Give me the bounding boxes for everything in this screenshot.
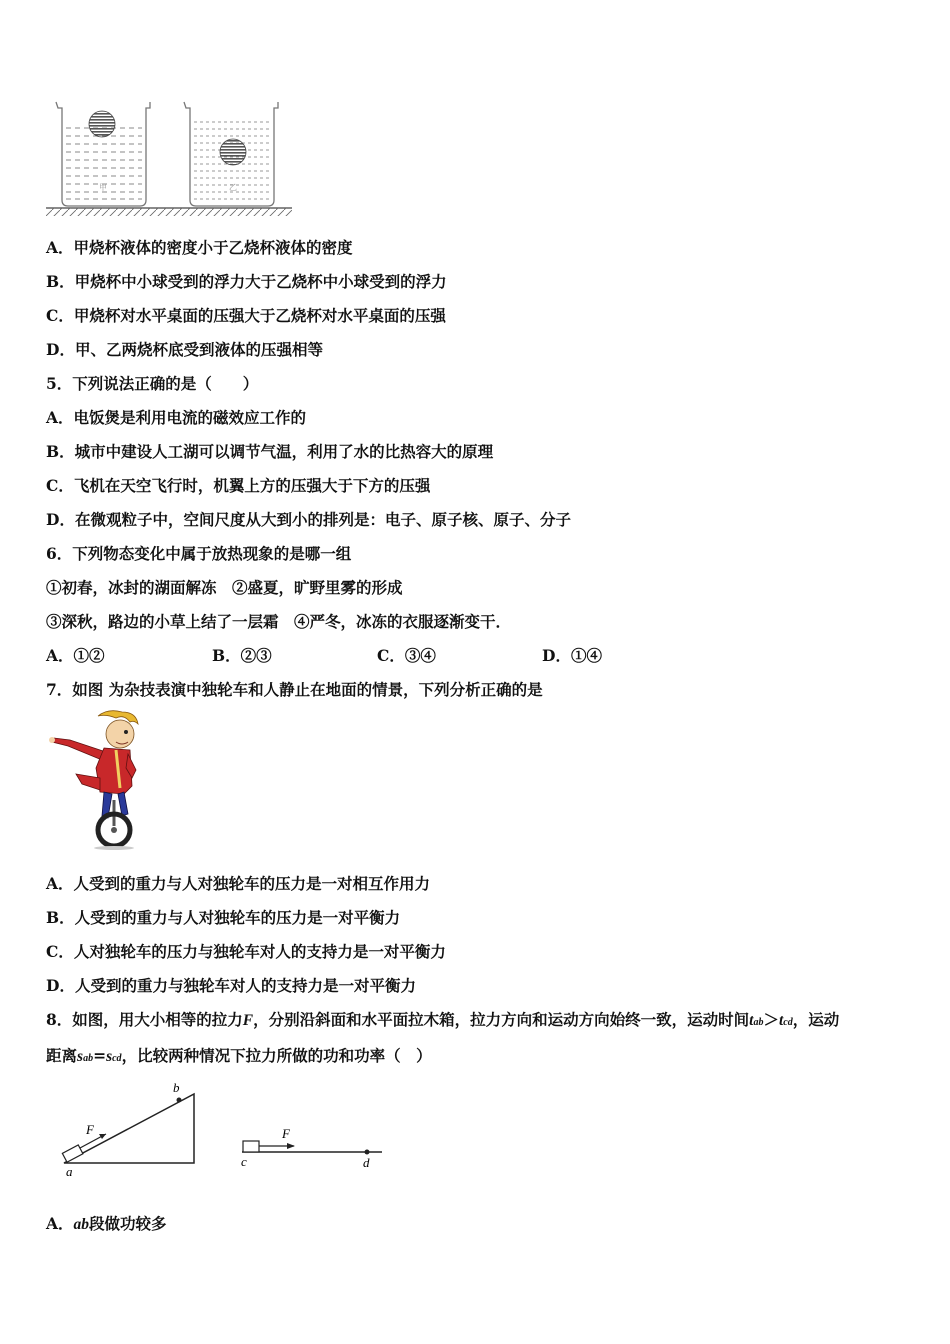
q5-option-c: C．飞机在天空飞行时，机翼上方的压强大于下方的压强: [46, 476, 431, 495]
q5-option-d: D．在微观粒子中，空间尺度从大到小的排列是：电子、原子核、原子、分子: [46, 510, 571, 529]
q7-option-b: B．人受到的重力与人对独轮车的压力是一对平衡力: [46, 908, 401, 927]
fig-label-b: b: [173, 1080, 180, 1095]
q7-option-c: C．人对独轮车的压力与独轮车对人的支持力是一对平衡力: [46, 942, 446, 961]
label-jia: 甲: [99, 183, 107, 192]
q4-option-b: B．甲烧杯中小球受到的浮力大于乙烧杯中小球受到的浮力: [46, 272, 447, 291]
fig-label-a: a: [66, 1164, 73, 1179]
q7-option-d: D．人受到的重力与独轮车对人的支持力是一对平衡力: [46, 976, 416, 995]
q8-var-t-cd: t: [778, 1012, 784, 1029]
fig-label-d: d: [363, 1155, 370, 1170]
q8-var-s-ab: s: [77, 1048, 84, 1065]
q8-stem2-part2: ，比较两种情况下拉力所做的功和功率（ ）: [121, 1046, 432, 1065]
q5-option-a: A．电饭煲是利用电流的磁效应工作的: [46, 408, 307, 427]
beakers-figure: [44, 98, 294, 220]
q8-gt: ＞: [763, 1010, 779, 1029]
fig-label-F-incline: F: [86, 1122, 94, 1137]
q6-option-c: C．③④: [377, 646, 436, 665]
q8-var-s-cd: s: [106, 1048, 113, 1065]
q8-sub-s-cd: cd: [112, 1053, 122, 1064]
q8-eq: =: [93, 1046, 107, 1065]
q4-option-a: A．甲烧杯液体的密度小于乙烧杯液体的密度: [46, 238, 353, 257]
q8-option-a-var: ab: [73, 1216, 90, 1233]
flat-box: [243, 1141, 259, 1152]
q8-stem2-part1: 距离: [46, 1046, 78, 1065]
q5-stem: 5．下列说法正确的是（ ）: [46, 374, 259, 393]
q7-option-a: A．人受到的重力与人对独轮车的压力是一对相互作用力: [46, 874, 431, 893]
q8-sub-cd: cd: [783, 1017, 793, 1028]
q6-option-a: A．①②: [46, 646, 105, 665]
unicycle-performer-figure: [46, 708, 146, 850]
q6-stem: 6．下列物态变化中属于放热现象的是哪一组: [46, 544, 352, 563]
q8-stem-line1: [46, 1008, 839, 1030]
q6-item-2: ③深秋，路边的小草上结了一层霜 ④严冬，冰冻的衣服逐渐变干．: [46, 612, 512, 631]
ball-jia: [89, 111, 115, 137]
ball-yi: [220, 139, 246, 165]
incline-and-flat-figure: [54, 1078, 388, 1182]
q8-option-a-text: 段做功较多: [89, 1214, 167, 1233]
q6-option-b: B．②③: [212, 646, 272, 665]
beaker-jia: [56, 102, 150, 206]
q4-option-c: C．甲烧杯对水平桌面的压强大于乙烧杯对水平桌面的压强: [46, 306, 446, 325]
label-yi: 乙: [229, 183, 237, 192]
beaker-yi: [184, 102, 278, 206]
q8-option-a: [46, 1212, 167, 1234]
q6-option-d: D．①④: [542, 646, 602, 665]
q4-option-d: D．甲、乙两烧杯底受到液体的压强相等: [46, 340, 323, 359]
q8-stem-part2: ，分别沿斜面和水平面拉木箱，拉力方向和运动方向始终一致，运动时间: [253, 1010, 750, 1029]
q8-stem-part3: ，运动: [792, 1010, 840, 1029]
q6-item-1: ①初春，冰封的湖面解冻 ②盛夏，旷野里雾的形成: [46, 578, 403, 597]
q8-var-t-ab: t: [749, 1012, 754, 1029]
fig-label-F-flat: F: [282, 1126, 290, 1141]
q8-var-F: F: [242, 1012, 254, 1029]
q8-sub-s-ab: ab: [83, 1053, 94, 1064]
q7-stem: 7．如图 为杂技表演中独轮车和人静止在地面的情景，下列分析正确的是: [46, 680, 543, 699]
q8-sub-ab: ab: [753, 1017, 764, 1028]
q8-option-a-prefix: A．: [46, 1214, 74, 1233]
fig-label-c: c: [241, 1154, 247, 1169]
q8-stem-line2: [46, 1044, 432, 1066]
q8-stem-part1: 8．如图，用大小相等的拉力: [46, 1010, 243, 1029]
q5-option-b: B．城市中建设人工湖可以调节气温，利用了水的比热容大的原理: [46, 442, 494, 461]
